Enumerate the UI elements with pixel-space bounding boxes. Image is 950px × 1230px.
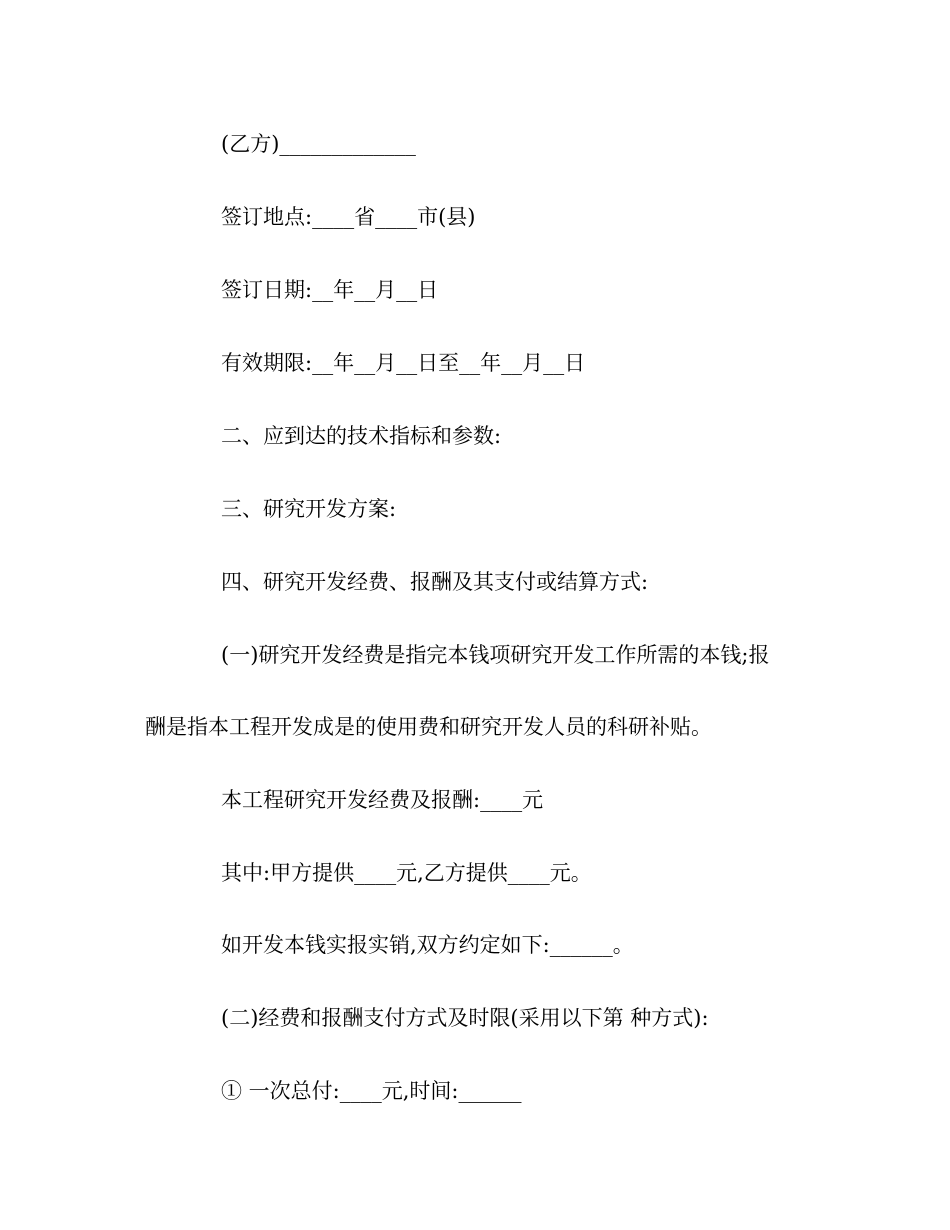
signing-date-line: 签订日期:__年__月__日 bbox=[221, 278, 439, 302]
clause-one-line-2: 酬是指本工程开发成是的使用费和研究开发人员的科研补贴。 bbox=[145, 715, 712, 739]
lump-sum-payment-line: ① 一次总付:____元,时间:______ bbox=[221, 1079, 522, 1103]
section-four-heading: 四、研究开发经费、报酬及其支付或结算方式: bbox=[221, 570, 649, 594]
clause-one-line-1: (一)研究开发经费是指完本钱项研究开发工作所需的本钱;报 bbox=[221, 643, 770, 667]
total-funding-line: 本工程研究开发经费及报酬:____元 bbox=[221, 788, 544, 812]
funding-split-line: 其中:甲方提供____元,乙方提供____元。 bbox=[221, 861, 592, 885]
clause-two-heading: (二)经费和报酬支付方式及时限(采用以下第 种方式): bbox=[221, 1006, 709, 1030]
reimbursement-line: 如开发本钱实报实销,双方约定如下:______。 bbox=[221, 933, 634, 957]
party-b-line: (乙方)_____________ bbox=[221, 132, 416, 156]
section-three-heading: 三、研究开发方案: bbox=[221, 497, 397, 521]
section-two-heading: 二、应到达的技术指标和参数: bbox=[221, 424, 502, 448]
validity-period-line: 有效期限:__年__月__日至__年__月__日 bbox=[221, 351, 586, 375]
signing-place-line: 签订地点:____省____市(县) bbox=[221, 205, 476, 229]
